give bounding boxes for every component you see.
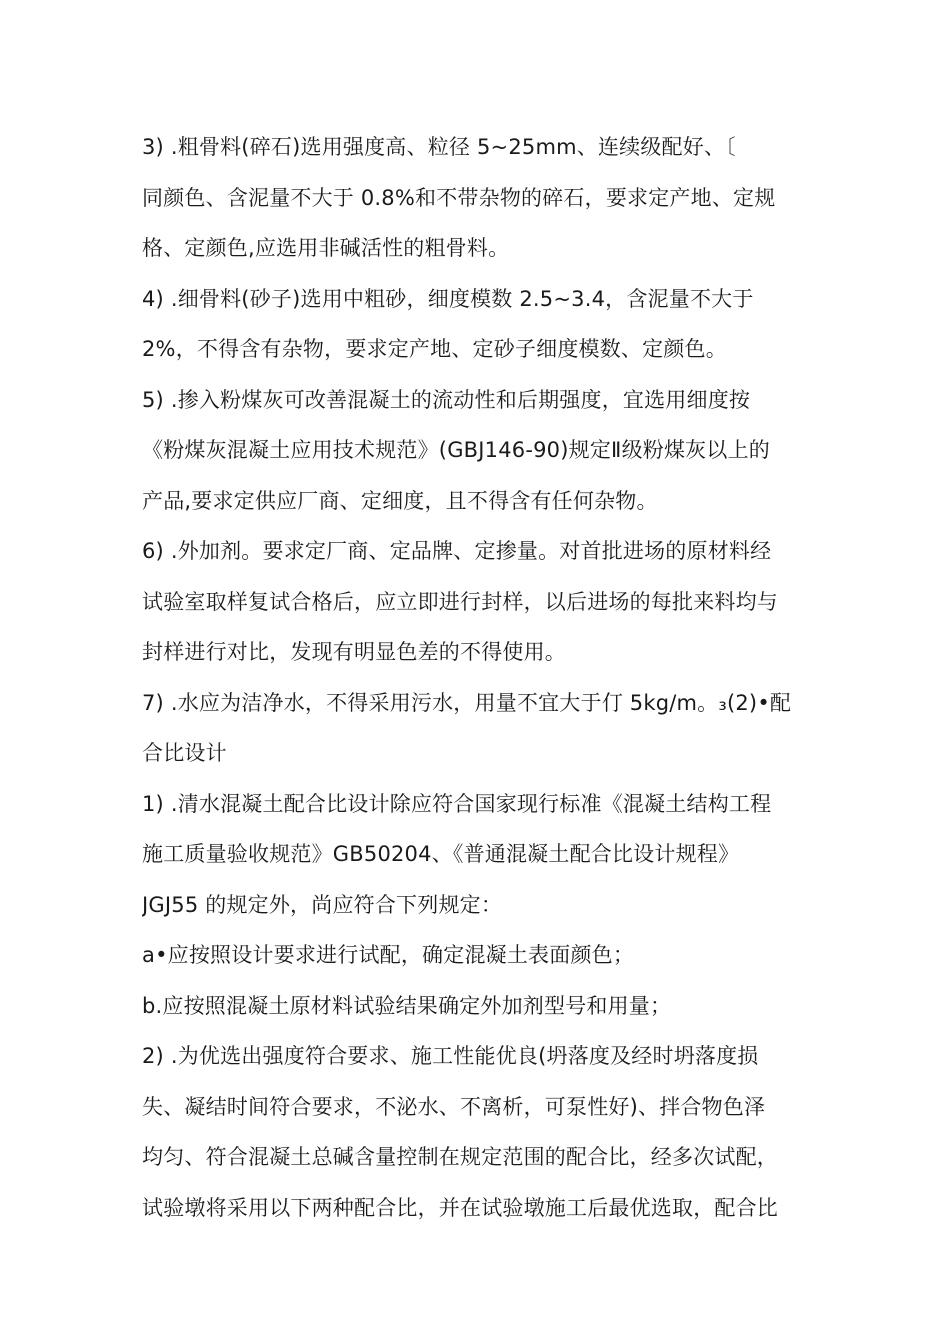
text-line: 失、凝结时间符合要求，不泌水、不离析，可泵性好)、拌合物色泽	[142, 1094, 766, 1119]
text-line: 试验墩将采用以下两种配合比，并在试验墩施工后最优选取，配合比	[142, 1195, 778, 1220]
text-line: 同颜色、含泥量不大于 0.8%和不带杂物的碎石，要求定产地、定规	[142, 185, 776, 210]
text-line: b.应按照混凝土原材料试验结果确定外加剂型号和用量；	[142, 993, 672, 1018]
text-line: a•应按照设计要求进行试配，确定混凝土表面颜色；	[142, 943, 635, 967]
text-line: 3) .粗骨料(碎石)选用强度高、粒径 5~25mm、连续级配好、〔	[142, 135, 736, 159]
text-line: 2%，不得含有杂物，要求定产地、定砂子细度模数、定颜色。	[142, 337, 727, 361]
text-line: JGJ55 的规定外，尚应符合下列规定：	[142, 892, 503, 917]
text-line: 封样进行对比，发现有明显色差的不得使用。	[142, 640, 566, 664]
text-line: 合比设计	[142, 741, 227, 765]
text-line: 1) .清水混凝土配合比设计除应符合国家现行标准《混凝土结构工程	[142, 791, 772, 816]
text-line: 施工质量验收规范》GB50204、《普通混凝土配合比设计规程》	[142, 842, 740, 866]
text-line: 《粉煤灰混凝土应用技术规范》(GBJ146-90)规定Ⅱ级粉煤灰以上的	[142, 438, 770, 462]
text-line: 5) .掺入粉煤灰可改善混凝土的流动性和后期强度，宜选用细度按	[142, 387, 751, 412]
text-line: 产品,要求定供应厂商、定细度，且不得含有任何杂物。	[142, 488, 658, 513]
text-line: 格、定颜色,应选用非碱活性的粗骨料。	[142, 236, 510, 260]
text-line: 7) .水应为洁净水，不得采用污水，用量不宜大于仃 5kg/m。₃(2)•配	[142, 690, 792, 715]
text-line: 均匀、符合混凝土总碱含量控制在规定范围的配合比，经多次试配，	[142, 1145, 778, 1169]
text-line: 试验室取样复试合格后，应立即进行封样，以后进场的每批来料均与	[142, 589, 778, 614]
document-body	[142, 122, 822, 1233]
text-line: 6) .外加剂。要求定厂商、定品牌、定掺量。对首批进场的原材料经	[142, 539, 772, 563]
text-line: 2) .为优选出强度符合要求、施工性能优良(坍落度及经时坍落度损	[142, 1044, 759, 1068]
text-line: 4) .细骨料(砂子)选用中粗砂，细度模数 2.5~3.4，含泥量不大于	[142, 286, 754, 311]
